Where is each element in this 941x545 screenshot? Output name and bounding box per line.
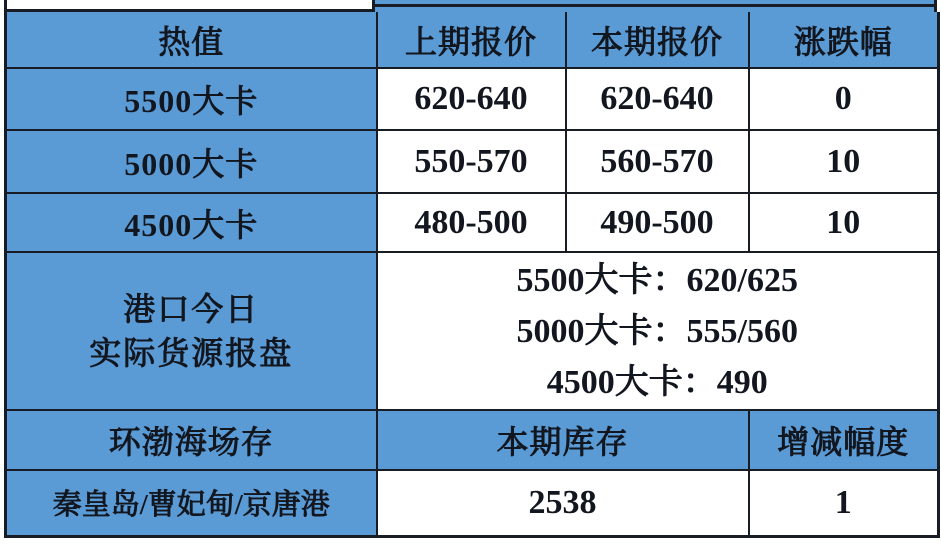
port-offer-label-line2: 实际货源报盘	[89, 335, 294, 371]
offer-line-5500: 5500大卡：620/625	[516, 261, 798, 299]
inventory-stock-header: 本期库存	[377, 410, 749, 470]
change-5500: 0	[749, 68, 939, 130]
curr-quote-4500: 490-500	[566, 193, 749, 252]
inventory-stock-value: 2538	[377, 470, 749, 536]
curr-quote-5000: 560-570	[566, 130, 749, 193]
header-cell-prev-quote: 上期报价	[377, 12, 566, 68]
row-label-5000: 5000大卡	[6, 130, 377, 193]
prev-quote-5000: 550-570	[377, 130, 566, 193]
inventory-ports-label: 秦皇岛/曹妃甸/京唐港	[6, 470, 377, 536]
port-offer-values	[377, 252, 939, 410]
cropped-row-border-line	[375, 4, 934, 7]
row-label-5500: 5500大卡	[6, 68, 377, 130]
inventory-change-value: 1	[749, 470, 939, 536]
cropped-row-remnant-right	[375, 0, 937, 12]
row-label-4500: 4500大卡	[6, 193, 377, 252]
table-row-4500	[6, 193, 939, 252]
change-4500: 10	[749, 193, 939, 252]
table-row-5000	[6, 130, 939, 193]
port-offer-label	[6, 252, 377, 410]
curr-quote-5500: 620-640	[566, 68, 749, 130]
inventory-section-label: 环渤海场存	[6, 410, 377, 470]
coal-price-table	[4, 12, 940, 538]
inventory-change-header: 增减幅度	[749, 410, 939, 470]
change-5000: 10	[749, 130, 939, 193]
header-cell-heat-value: 热值	[6, 12, 377, 68]
header-cell-change: 涨跌幅	[749, 12, 939, 68]
inventory-header-row	[6, 410, 939, 470]
prev-quote-5500: 620-640	[377, 68, 566, 130]
cropped-row-remnant-left	[4, 0, 375, 12]
table-row-port-offer	[6, 252, 939, 410]
table-row-5500	[6, 68, 939, 130]
inventory-value-row	[6, 470, 939, 536]
port-offer-label-line1: 港口今日	[123, 291, 260, 327]
prev-quote-4500: 480-500	[377, 193, 566, 252]
price-header-row	[6, 12, 939, 68]
cropped-row-remnant	[4, 0, 937, 12]
offer-line-4500: 4500大卡：490	[546, 363, 768, 401]
header-cell-curr-quote: 本期报价	[566, 12, 749, 68]
offer-line-5000: 5000大卡：555/560	[516, 312, 798, 350]
